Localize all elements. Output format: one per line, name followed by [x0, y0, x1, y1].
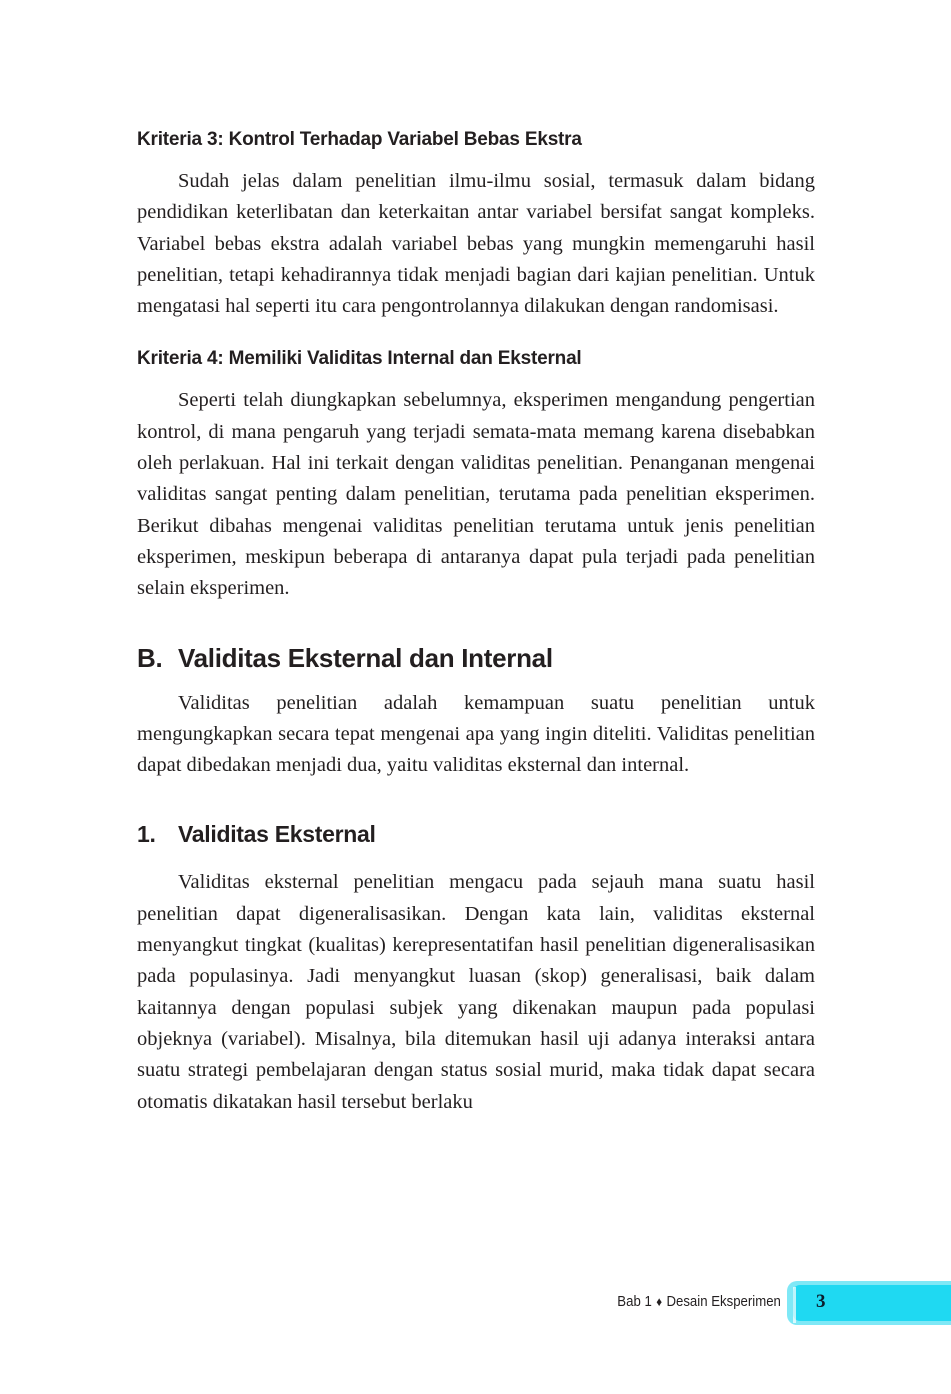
- kriteria-3-paragraph: Sudah jelas dalam penelitian ilmu-ilmu sosial, termasuk dalam bidang pendidikan keterlibatan dan keterkaitan antar variabel bersifat sangat kompleks. Variabel bebas ekstra adalah variabel bebas yang mungkin memengaruhi hasil penelitian, tetapi kehadirannya tidak menjadi bagian dari kajian penelitian. Untuk mengatasi hal seperti itu cara pengontrolannya dilakukan dengan randomisasi.: [137, 170, 815, 318]
- page-footer: [591, 1281, 951, 1325]
- footer-chapter: Bab 1: [617, 1293, 652, 1310]
- footer-title: Desain Eksperimen: [666, 1293, 781, 1310]
- running-footer: [617, 1293, 781, 1310]
- section-b-title: Validitas Eksternal dan Internal: [178, 642, 553, 673]
- section-1-number: 1.: [137, 821, 156, 848]
- kriteria-3-heading: Kriteria 3: Kontrol Terhadap Variabel Bebas Ekstra: [137, 129, 582, 150]
- kriteria-4-paragraph: Seperti telah diungkapkan sebelumnya, eksperimen mengandung pengertian kontrol, di mana pengaruh yang terjadi semata-mata memang karena disebabkan oleh perlakuan. Hal ini terkait dengan validitas penelitian. Penanganan mengenai validitas sangat penting dalam penelitian, terutama pada penelitian eksperimen. Berikut dibahas mengenai validitas penelitian terutama untuk jenis penelitian eksperimen, meskipun beberapa di antaranya dapat pula terjadi pada penelitian selain eksperimen.: [137, 389, 815, 600]
- page-number-tab: [787, 1281, 951, 1325]
- kriteria-4-heading: Kriteria 4: Memiliki Validitas Internal dan Eksternal: [137, 348, 582, 370]
- section-1-paragraph: Validitas eksternal penelitian mengacu pada sejauh mana suatu hasil penelitian dapat digeneralisasikan. Dengan kata lain, validitas eksternal menyangkut tingkat (kualitas) kerepresentatifan hasil penelitian digeneralisasikan pada populasinya. Jadi menyangkut luasan (skop) generalisasi, baik dalam kaitannya dengan populasi subjek yang dikenakan maupun pada populasi objeknya (variabel). Misalnya, bila ditemukan hasil uji adanya interaksi antara suatu strategi pembelajaran dengan status sosial murid, maka tidak dapat secara otomatis dikatakan hasil tersebut berlaku: [137, 871, 815, 1113]
- diamond-icon: ♦: [656, 1294, 663, 1309]
- tab-divider: [793, 1287, 796, 1323]
- page-content: [137, 128, 815, 1118]
- section-b-heading: [137, 642, 815, 674]
- page-number-tab-inner: [793, 1285, 951, 1321]
- section-1-heading: [137, 819, 815, 849]
- page-number: 3: [816, 1291, 826, 1312]
- section-b-paragraph: Validitas penelitian adalah kemampuan suatu penelitian untuk mengungkapkan secara tepat mengenai apa yang ingin diteliti. Validitas penelitian dapat dibedakan menjadi dua, yaitu validitas eksternal dan internal.: [137, 691, 815, 777]
- section-1-title: Validitas Eksternal: [178, 821, 376, 848]
- section-b-number: B.: [137, 642, 163, 673]
